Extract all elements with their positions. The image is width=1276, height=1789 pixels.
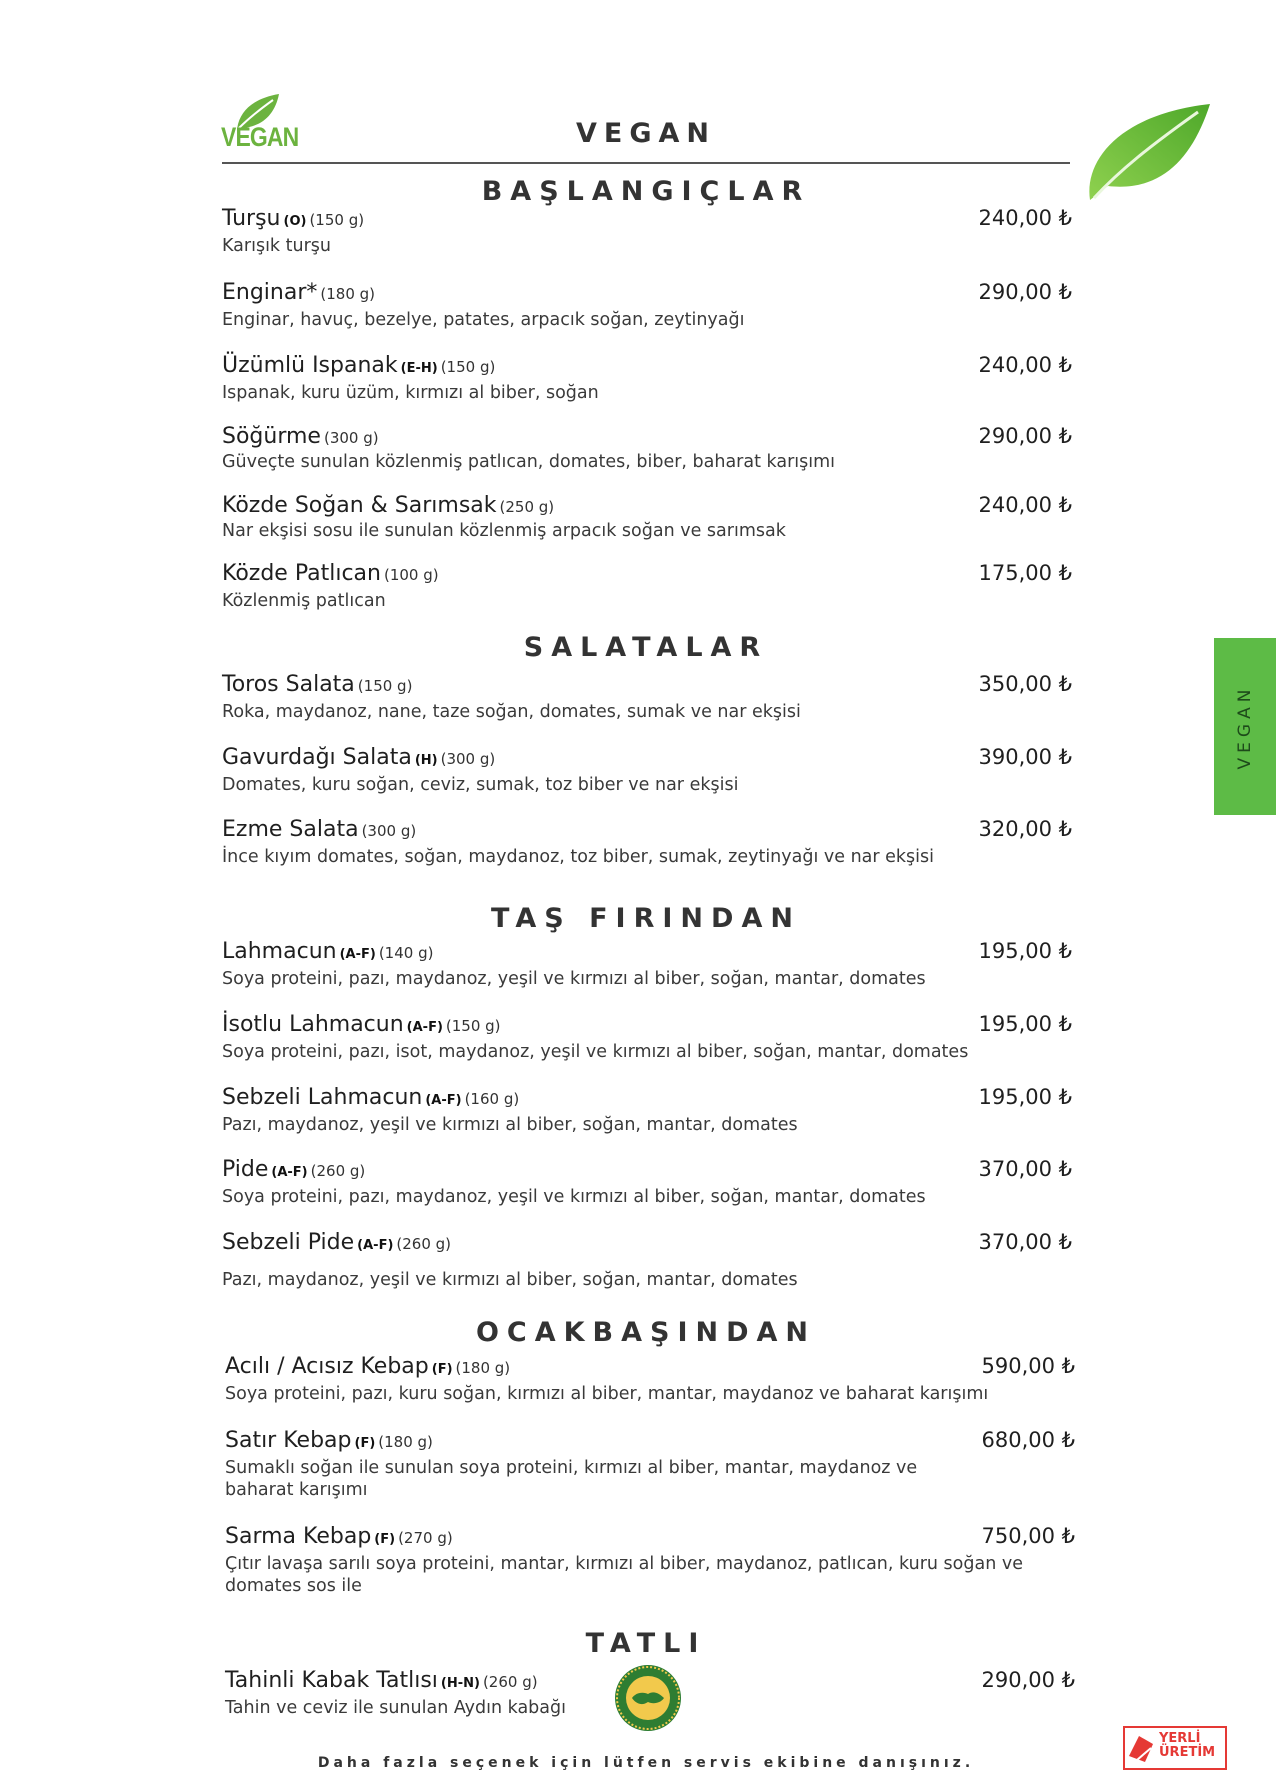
menu-item xyxy=(222,1085,1072,1145)
item-description: İnce kıyım domates, soğan, maydanoz, toz biber, sumak, zeytinyağı ve nar ekşisi xyxy=(222,847,935,867)
section-title-tatli: TATLI xyxy=(585,1628,707,1659)
item-weight: (180 g) xyxy=(378,1433,433,1451)
item-weight: (150 g) xyxy=(440,358,496,376)
menu-item xyxy=(222,561,1072,621)
menu-item xyxy=(222,745,1072,805)
menu-item xyxy=(222,353,1072,413)
item-price: 240,00 ₺ xyxy=(978,353,1072,377)
item-price: 320,00 ₺ xyxy=(978,817,1072,841)
item-description: Közlenmiş patlıcan xyxy=(222,591,386,611)
item-description: Pazı, maydanoz, yeşil ve kırmızı al biber, soğan, mantar, domates xyxy=(222,1270,798,1290)
item-name: Közde Patlıcan xyxy=(222,561,381,586)
menu-item xyxy=(222,939,1072,999)
item-price: 680,00 ₺ xyxy=(981,1428,1075,1452)
item-code: (A-F) xyxy=(339,947,376,962)
badge-line1: YERLİ xyxy=(1159,1731,1201,1746)
item-weight: (260 g) xyxy=(482,1673,538,1691)
item-weight: (300 g) xyxy=(361,822,417,840)
item-name: Gavurdağı Salata xyxy=(222,745,412,770)
menu-item xyxy=(222,1012,1072,1072)
item-price: 195,00 ₺ xyxy=(978,939,1072,963)
menu-item xyxy=(222,1230,1072,1302)
item-description: Enginar, havuç, bezelye, patates, arpacık soğan, zeytinyağı xyxy=(222,310,745,330)
menu-item xyxy=(225,1524,1075,1604)
page-title: VEGAN xyxy=(576,118,716,149)
item-price: 290,00 ₺ xyxy=(981,1668,1075,1692)
item-weight: (150 g) xyxy=(357,677,413,695)
item-weight: (160 g) xyxy=(464,1090,520,1108)
item-code: (H-N) xyxy=(440,1676,480,1691)
item-weight: (150 g) xyxy=(445,1017,501,1035)
item-description: Nar ekşisi sosu ile sunulan közlenmiş arpacık soğan ve sarımsak xyxy=(222,521,786,541)
menu-item xyxy=(222,280,1072,340)
item-name: Ezme Salata xyxy=(222,817,359,842)
item-name: İsotlu Lahmacun xyxy=(222,1012,404,1037)
section-title-baslangiclar: BAŞLANGIÇLAR xyxy=(481,176,811,207)
item-weight: (180 g) xyxy=(455,1359,511,1377)
item-weight: (180 g) xyxy=(320,285,376,303)
menu-item xyxy=(222,493,1072,553)
item-code: (A-F) xyxy=(406,1020,443,1035)
item-name: Toros Salata xyxy=(222,672,355,697)
geographical-indication-seal xyxy=(614,1664,682,1732)
item-code: (E-H) xyxy=(400,361,438,376)
item-weight: (260 g) xyxy=(310,1162,366,1180)
item-name: Tahinli Kabak Tatlısı xyxy=(225,1668,438,1693)
item-weight: (300 g) xyxy=(323,429,379,447)
item-name: Közde Soğan & Sarımsak xyxy=(222,493,497,518)
yerli-uretim-badge xyxy=(1123,1726,1227,1770)
item-price: 370,00 ₺ xyxy=(978,1157,1072,1181)
item-name: Sebzeli Lahmacun xyxy=(222,1085,423,1110)
item-name: Turşu xyxy=(222,206,281,231)
vegan-logo-text: VEGAN xyxy=(221,122,299,152)
item-description: Karışık turşu xyxy=(222,236,331,256)
menu-item xyxy=(225,1354,1075,1414)
item-code: (F) xyxy=(374,1532,396,1547)
item-weight: (300 g) xyxy=(440,750,496,768)
item-weight: (150 g) xyxy=(309,211,365,229)
menu-item xyxy=(225,1428,1075,1508)
item-name: Pide xyxy=(222,1157,269,1182)
item-description: Güveçte sunulan közlenmiş patlıcan, domates, biber, baharat karışımı xyxy=(222,452,836,472)
item-code: (H) xyxy=(414,753,438,768)
item-name: Lahmacun xyxy=(222,939,337,964)
title-divider xyxy=(222,162,1070,164)
item-description: Ispanak, kuru üzüm, kırmızı al biber, soğan xyxy=(222,383,599,403)
footer-note: Daha fazla seçenek için lütfen servis ekibine danışınız. xyxy=(317,1755,975,1771)
leaf-icon xyxy=(1080,100,1212,204)
item-weight: (270 g) xyxy=(398,1529,453,1547)
menu-item xyxy=(222,817,1072,877)
item-code: (A-F) xyxy=(357,1238,394,1253)
badge-line2: ÜRETİM xyxy=(1159,1745,1216,1760)
item-weight: (250 g) xyxy=(499,498,555,516)
item-price: 750,00 ₺ xyxy=(981,1524,1075,1548)
item-price: 350,00 ₺ xyxy=(978,672,1072,696)
item-code: (A-F) xyxy=(425,1093,462,1108)
item-price: 175,00 ₺ xyxy=(978,561,1072,585)
item-price: 290,00 ₺ xyxy=(978,424,1072,448)
item-description: Tahin ve ceviz ile sunulan Aydın kabağı xyxy=(225,1698,566,1718)
section-title-ocakbasindan: OCAKBAŞINDAN xyxy=(475,1317,817,1348)
item-weight: (140 g) xyxy=(378,944,434,962)
item-price: 390,00 ₺ xyxy=(978,745,1072,769)
item-code: (O) xyxy=(283,214,307,229)
item-weight: (260 g) xyxy=(396,1235,452,1253)
item-price: 195,00 ₺ xyxy=(978,1085,1072,1109)
menu-item xyxy=(222,424,1072,484)
item-name: Söğürme xyxy=(222,424,321,449)
item-description: Soya proteini, pazı, kuru soğan, kırmızı al biber, mantar, maydanoz ve baharat karışımı xyxy=(225,1384,989,1404)
item-name: Sarma Kebap xyxy=(225,1524,372,1549)
menu-item xyxy=(222,672,1072,732)
item-description: Pazı, maydanoz, yeşil ve kırmızı al biber, soğan, mantar, domates xyxy=(222,1115,798,1135)
menu-item xyxy=(222,206,1072,266)
item-name: Sebzeli Pide xyxy=(222,1230,355,1255)
item-name: Satır Kebap xyxy=(225,1428,352,1453)
item-weight: (100 g) xyxy=(383,566,439,584)
item-code: (A-F) xyxy=(271,1165,308,1180)
badge-text xyxy=(1159,1732,1215,1760)
section-title-salatalar: SALATALAR xyxy=(523,632,769,663)
item-price: 240,00 ₺ xyxy=(978,493,1072,517)
side-tab-vegan xyxy=(1214,638,1276,815)
item-price: 240,00 ₺ xyxy=(978,206,1072,230)
item-description: Çıtır lavaşa sarılı soya proteini, mantar, kırmızı al biber, maydanoz, patlıcan, kuru soğan ve domates sos ile xyxy=(225,1554,1023,1596)
item-name: Acılı / Acısız Kebap xyxy=(225,1354,429,1379)
item-description: Soya proteini, pazı, maydanoz, yeşil ve kırmızı al biber, soğan, mantar, domates xyxy=(222,1187,926,1207)
menu-item xyxy=(222,1157,1072,1217)
item-description: Soya proteini, pazı, maydanoz, yeşil ve kırmızı al biber, soğan, mantar, domates xyxy=(222,969,926,989)
item-name: Üzümlü Ispanak xyxy=(222,353,398,378)
item-name: Enginar* xyxy=(222,280,318,305)
item-price: 590,00 ₺ xyxy=(981,1354,1075,1378)
item-description: Soya proteini, pazı, isot, maydanoz, yeşil ve kırmızı al biber, soğan, mantar, domates xyxy=(222,1042,969,1062)
item-code: (F) xyxy=(354,1436,376,1451)
section-title-tas-firindan: TAŞ FIRINDAN xyxy=(491,903,801,934)
item-code: (F) xyxy=(431,1362,453,1377)
side-tab-label: VEGAN xyxy=(1235,684,1255,769)
item-price: 195,00 ₺ xyxy=(978,1012,1072,1036)
item-price: 290,00 ₺ xyxy=(978,280,1072,304)
item-price: 370,00 ₺ xyxy=(978,1230,1072,1254)
item-description: Roka, maydanoz, nane, taze soğan, domates, sumak ve nar ekşisi xyxy=(222,702,801,722)
item-description: Domates, kuru soğan, ceviz, sumak, toz biber ve nar ekşisi xyxy=(222,775,739,795)
item-description: Sumaklı soğan ile sunulan soya proteini, kırmızı al biber, mantar, maydanoz ve baharat karışımı xyxy=(225,1458,918,1500)
